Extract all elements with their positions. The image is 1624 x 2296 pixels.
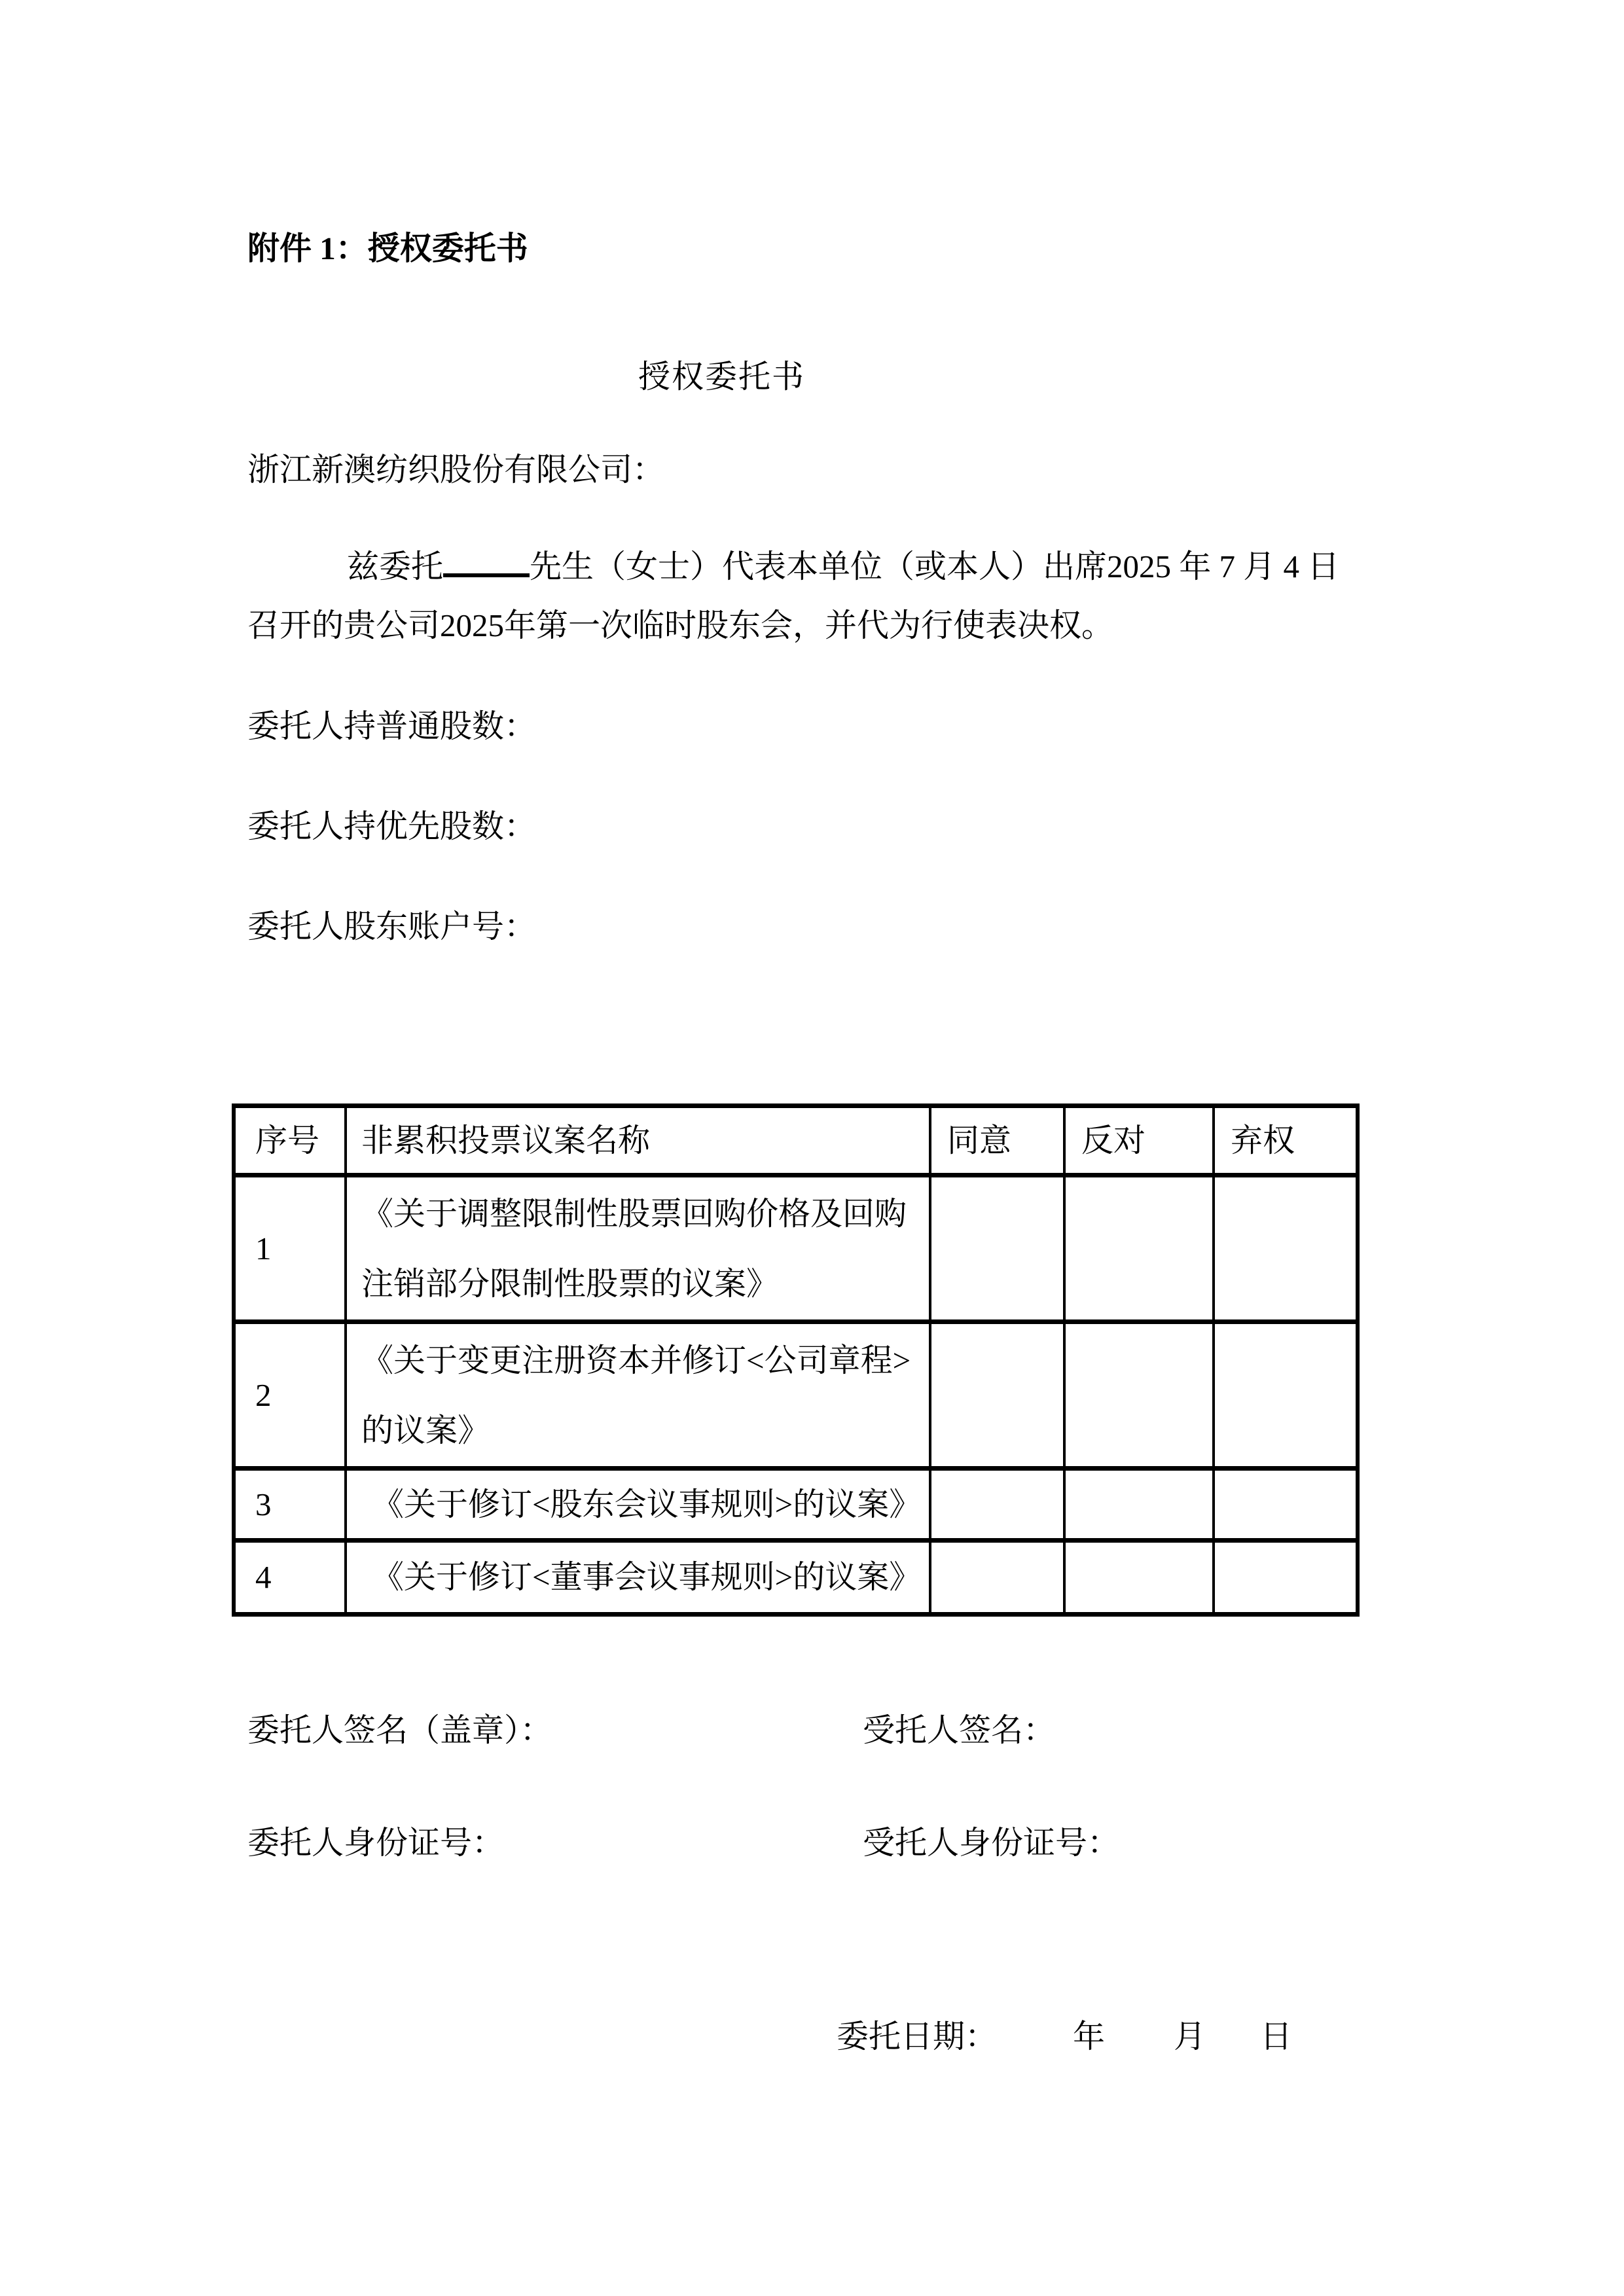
voting-table bbox=[232, 1103, 1360, 1617]
body-line-1 bbox=[247, 539, 1339, 586]
date-year-label: 年 bbox=[1073, 2018, 1106, 2054]
row-seq-no: 3 bbox=[236, 1471, 347, 1543]
vote-cell-abstain[interactable] bbox=[1215, 1471, 1356, 1543]
table-row bbox=[236, 1177, 1356, 1324]
vote-cell-against[interactable] bbox=[1066, 1177, 1215, 1324]
salutation: 浙江新澳纺织股份有限公司： bbox=[247, 452, 665, 488]
vote-cell-against[interactable] bbox=[1066, 1543, 1215, 1612]
entrust-text-after: 先生（女士）代表本单位（或本人）出席2025 年 7 月 4 日 bbox=[530, 548, 1340, 584]
proposal-name: 《关于变更注册资本并修订<公司章程>的议案》 bbox=[347, 1324, 931, 1471]
vote-cell-agree[interactable] bbox=[931, 1324, 1066, 1471]
header-abstain: 弃权 bbox=[1215, 1108, 1356, 1177]
vote-cell-agree[interactable] bbox=[931, 1177, 1066, 1324]
row-seq-no: 2 bbox=[236, 1324, 347, 1471]
holder-common-shares-label: 委托人持普通股数： bbox=[247, 708, 537, 744]
date-label: 委托日期： bbox=[837, 2018, 998, 2054]
vote-cell-abstain[interactable] bbox=[1215, 1543, 1356, 1612]
date-month-label: 月 bbox=[1174, 2018, 1206, 2054]
vote-cell-against[interactable] bbox=[1066, 1471, 1215, 1543]
table-header-row bbox=[236, 1108, 1356, 1177]
body-line-2: 召开的贵公司2025年第一次临时股东会，并代为行使表决权。 bbox=[247, 607, 1114, 643]
agent-id-label: 受托人身份证号： bbox=[863, 1825, 1120, 1861]
principal-id-label: 委托人身份证号： bbox=[247, 1825, 505, 1861]
header-against: 反对 bbox=[1066, 1108, 1215, 1177]
vote-cell-abstain[interactable] bbox=[1215, 1324, 1356, 1471]
vote-cell-agree[interactable] bbox=[931, 1471, 1066, 1543]
principal-signature-label: 委托人签名（盖章）： bbox=[247, 1712, 552, 1748]
proxy-name-blank[interactable] bbox=[443, 539, 530, 577]
row-seq-no: 4 bbox=[236, 1543, 347, 1612]
vote-cell-agree[interactable] bbox=[931, 1543, 1066, 1612]
header-agree: 同意 bbox=[931, 1108, 1066, 1177]
header-proposal-name: 非累积投票议案名称 bbox=[347, 1108, 931, 1177]
proposal-name: 《关于调整限制性股票回购价格及回购注销部分限制性股票的议案》 bbox=[347, 1177, 931, 1324]
holder-preferred-shares-label: 委托人持优先股数： bbox=[247, 808, 537, 844]
table-row bbox=[236, 1471, 1356, 1543]
header-seq-no: 序号 bbox=[236, 1108, 347, 1177]
proposal-name: 《关于修订<董事会议事规则>的议案》 bbox=[347, 1543, 931, 1612]
vote-cell-abstain[interactable] bbox=[1215, 1177, 1356, 1324]
table-row bbox=[236, 1543, 1356, 1612]
row-seq-no: 1 bbox=[236, 1177, 347, 1324]
proposal-name: 《关于修订<股东会议事规则>的议案》 bbox=[347, 1471, 931, 1543]
page-title: 授权委托书 bbox=[638, 359, 806, 395]
table-row bbox=[236, 1324, 1356, 1471]
vote-cell-against[interactable] bbox=[1066, 1324, 1215, 1471]
date-day-label: 日 bbox=[1260, 2018, 1293, 2054]
attachment-title: 附件 1：授权委托书 bbox=[247, 230, 528, 266]
entrust-text-before: 兹委托 bbox=[347, 548, 444, 584]
holder-account-number-label: 委托人股东账户号： bbox=[247, 908, 537, 944]
agent-signature-label: 受托人签名： bbox=[863, 1712, 1056, 1748]
